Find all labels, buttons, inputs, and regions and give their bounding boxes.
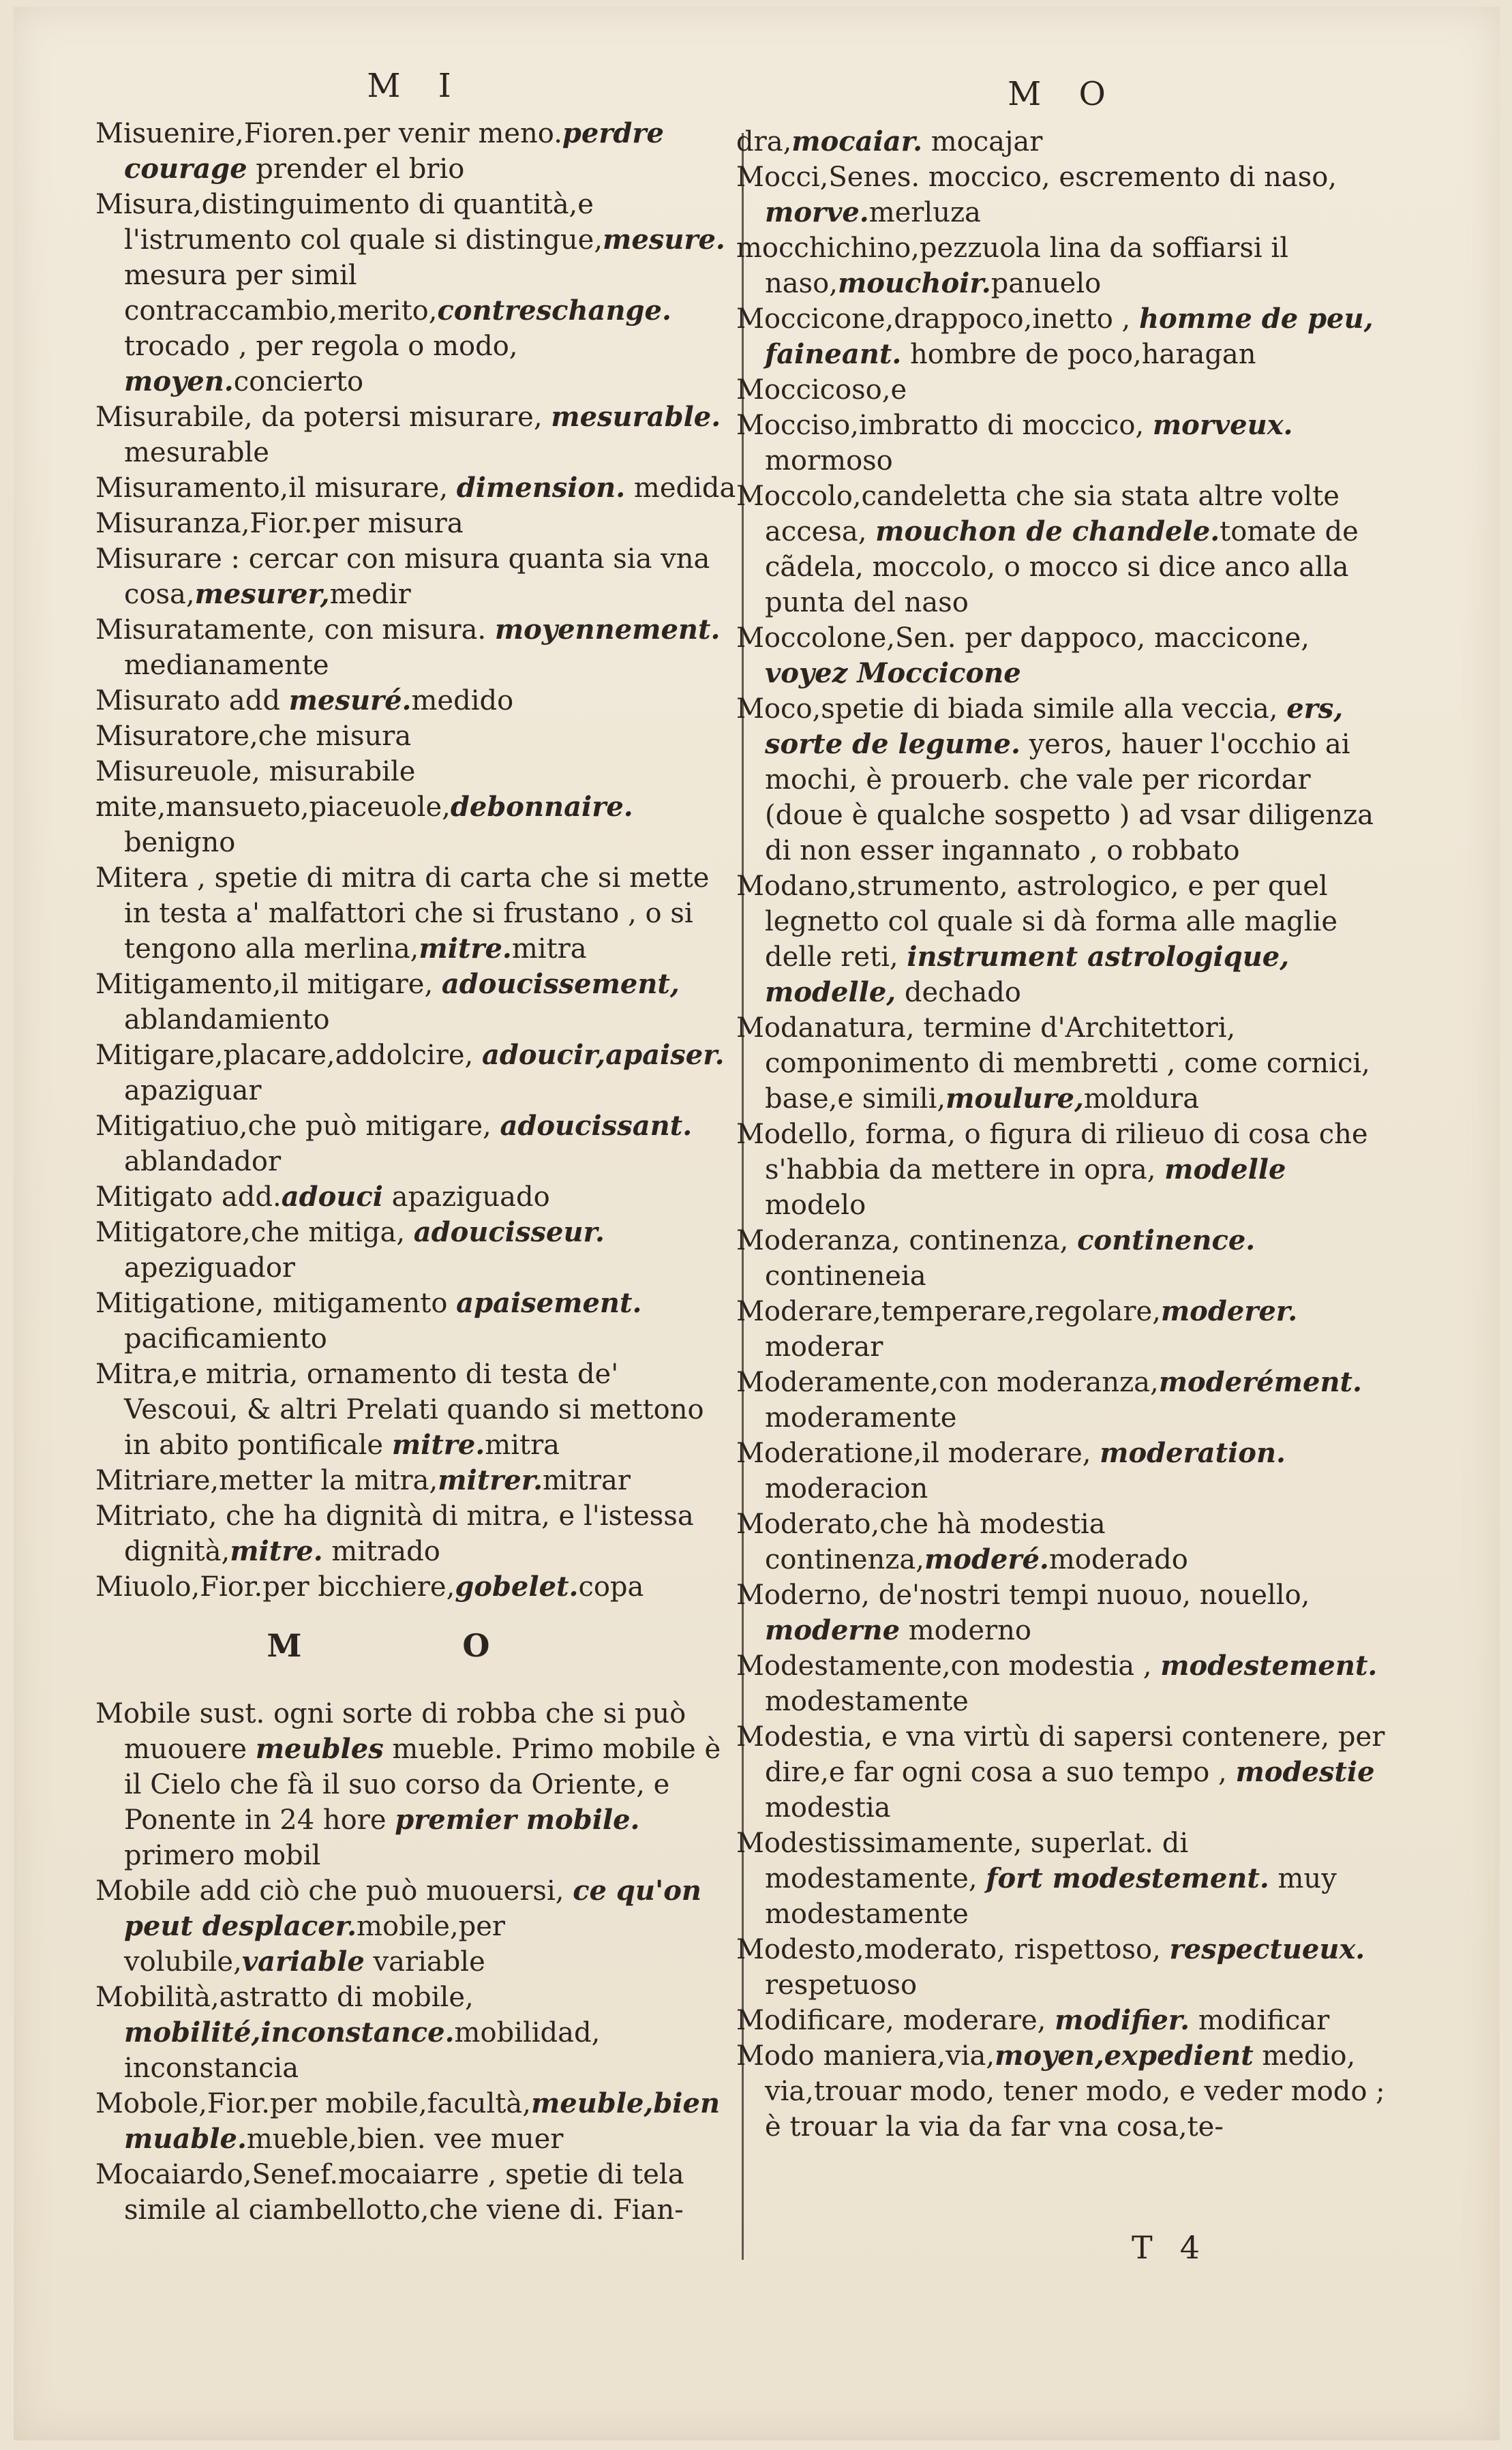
left-column: [95, 7, 736, 2228]
entry-headword: Moco,spetie di biada simile alla veccia,: [736, 693, 1287, 725]
entry-headword: Mobole,Fior.per mobile,facultà,: [95, 2088, 531, 2119]
entry-headword: Mobile sust. ogni sorte di robba che si può muouere: [95, 1698, 686, 1765]
entry-gloss: medido: [411, 685, 514, 716]
french-gloss: mitrer.: [438, 1464, 543, 1496]
entry-headword: Mitigatiuo,che può mitigare,: [95, 1110, 500, 1142]
entry-headword: Modestia, e vna virtù di sapersi contenere, per dire,e far ogni cosa a suo tempo ,: [736, 1721, 1385, 1788]
entry-headword: Miuolo,Fior.per bicchiere,: [95, 1571, 455, 1603]
right-column-header: M O: [1008, 75, 1119, 113]
french-gloss: moderation.: [1100, 1437, 1286, 1469]
entry-headword: Mobilità,astratto di mobile,: [95, 1982, 474, 2013]
entry-gloss: medida: [625, 472, 736, 504]
dictionary-entry: [95, 1569, 736, 1605]
french-gloss: morveux.: [1152, 409, 1293, 441]
french-gloss: moderé.: [924, 1543, 1049, 1575]
entry-gloss: apeziguador: [124, 1252, 296, 1284]
right-column: [736, 7, 1391, 2145]
entry-headword: Modestissimamente, superlat. di modestamente,: [736, 1828, 1189, 1894]
french-gloss: gobelet.: [455, 1571, 579, 1603]
french-gloss: moyen,expedient: [995, 2040, 1254, 2072]
dictionary-entry: [736, 1507, 1391, 1577]
dictionary-entry: [95, 967, 736, 1038]
entry-headword: Modello, forma, o figura di rilieuo di cosa che s'habbia da mettere in opra,: [736, 1119, 1368, 1185]
entry-headword: Misuratamente, con misura.: [95, 614, 495, 646]
left-entries-bottom: [95, 1696, 736, 2228]
dictionary-entry: [95, 506, 736, 541]
entry-gloss: copa: [578, 1571, 644, 1603]
french-gloss: premier mobile.: [395, 1804, 640, 1836]
entry-headword: Mitera , spetie di mitra di carta che si mette in testa a' malfattori che si frustano , o si tengono alla merlina,: [95, 862, 710, 965]
entry-gloss: pacificamiento: [124, 1323, 327, 1355]
entry-headword: Modificare, moderare,: [736, 2005, 1055, 2036]
entry-gloss: muy modestamente: [765, 1863, 1337, 1930]
dictionary-entry: [736, 124, 1391, 160]
french-gloss: moderément.: [1158, 1366, 1362, 1398]
right-entries: [736, 124, 1391, 2145]
french-gloss: morve.: [765, 196, 869, 228]
dictionary-entry: [95, 1696, 736, 1873]
entry-gloss: primero mobil: [124, 1840, 321, 1871]
entry-gloss: variable: [364, 1946, 485, 1978]
entry-headword: Moccolo,candeletta che sia stata altre volte accesa,: [736, 481, 1340, 547]
entry-headword: mocchichino,pezzuola lina da soffiarsi il naso,: [736, 232, 1288, 299]
entry-gloss: yeros, hauer l'occhio ai mochi, è prouerb. che vale per ricordar (doue è qualche sospetto ) ad vsar diligenza di non esser ingannato , o robbato: [765, 729, 1374, 866]
french-gloss: mouchon de chandele.: [875, 515, 1220, 547]
french-gloss: adoucisseur.: [413, 1216, 605, 1248]
entry-gloss: moderar: [765, 1331, 883, 1363]
dictionary-entry: [736, 301, 1391, 372]
dictionary-entry: [736, 408, 1391, 479]
french-gloss: ers, sorte de legume.: [765, 693, 1344, 760]
entry-gloss: ablandamiento: [124, 1004, 330, 1035]
entry-gloss: mitra: [485, 1430, 560, 1461]
french-gloss: instrument astrologique, modelle,: [765, 941, 1290, 1008]
entry-headword: Moccicoso,e: [736, 374, 907, 406]
french-gloss: debonnaire.: [450, 791, 633, 823]
entry-headword: Moccicone,drappoco,inetto ,: [736, 303, 1139, 335]
dictionary-entry: [736, 2038, 1391, 2145]
entry-headword: Misuramento,il misurare,: [95, 472, 457, 504]
entry-gloss: mormoso: [765, 445, 893, 477]
french-gloss: meubles: [255, 1733, 384, 1765]
french-gloss: mitre.: [230, 1535, 323, 1567]
entry-headword: Misurabile, da potersi misurare,: [95, 402, 551, 433]
dictionary-entry: [95, 1980, 736, 2086]
dictionary-entry: [736, 1719, 1391, 1826]
entry-gloss: mueble. Primo mobile è il Cielo che fà il suo corso da Oriente, e Ponente in 24 hore: [124, 1734, 721, 1836]
entry-headword: Moderatione,il moderare,: [736, 1438, 1100, 1469]
entry-headword: Misuenire,Fioren.per venir meno.: [95, 118, 562, 149]
french-gloss: mesurer,: [194, 578, 330, 610]
dictionary-entry: [736, 1826, 1391, 1932]
entry-headword: Misurare : cercar con misura quanta sia vna cosa,: [95, 543, 710, 610]
entry-gloss: concierto: [233, 366, 364, 397]
entry-headword: Mocaiardo,Senef.mocaiarre , spetie di tela simile al ciambellotto,che viene di. Fian-: [95, 2159, 684, 2226]
entry-gloss: merluza: [868, 197, 981, 228]
french-gloss: adoucissement,: [441, 968, 680, 1000]
dictionary-entry: [95, 1357, 736, 1463]
french-gloss: variable: [241, 1946, 365, 1978]
dictionary-entry: [95, 860, 736, 967]
french-gloss: mesuré.: [288, 684, 412, 716]
entry-gloss: modestia: [765, 1792, 891, 1824]
dictionary-entry: [736, 160, 1391, 230]
entry-headword: Misureuole, misurabile: [95, 756, 416, 787]
entry-gloss: contineneia: [765, 1260, 926, 1292]
french-gloss: dimension.: [456, 472, 626, 504]
french-gloss: contreschange.: [437, 294, 671, 327]
entry-gloss: moderamente: [765, 1402, 957, 1434]
left-entries-top: [95, 116, 736, 1605]
dictionary-entry: [736, 1648, 1391, 1719]
entry-headword: dra,: [736, 126, 792, 157]
entry-headword: Mitigato add.: [95, 1181, 282, 1213]
dictionary-entry: [736, 1932, 1391, 2003]
french-gloss: mesure.: [603, 224, 725, 256]
entry-headword: Mocci,Senes. moccico, escremento di naso,: [736, 162, 1337, 193]
dictionary-entry: [95, 187, 736, 399]
entry-gloss: medianamente: [124, 650, 329, 681]
entry-gloss: mitrado: [322, 1536, 440, 1567]
entry-headword: Misuranza,Fior.per misura: [95, 508, 464, 539]
entry-headword: Moderanza, continenza,: [736, 1225, 1078, 1256]
entry-headword: Moderno, de'nostri tempi nuouo, nouello,: [736, 1579, 1310, 1611]
dictionary-entry: [736, 1117, 1391, 1223]
dictionary-entry: [95, 1463, 736, 1498]
entry-gloss: medio, via,trouar modo, tener modo, e veder modo ; è trouar la via da far vna cosa,te-: [765, 2040, 1385, 2143]
entry-gloss: respetuoso: [765, 1969, 918, 2001]
dictionary-entry: [95, 1498, 736, 1569]
french-gloss: meuble,bien muable.: [124, 2087, 721, 2155]
french-gloss: modestement.: [1160, 1650, 1378, 1682]
french-gloss: ce qu'on peut desplacer.: [124, 1875, 701, 1942]
french-gloss: moulure,: [946, 1083, 1084, 1115]
french-gloss: mocaiar.: [791, 125, 923, 157]
french-gloss: mobilité,inconstance.: [124, 2016, 455, 2048]
entry-gloss: mitrar: [543, 1465, 631, 1496]
entry-gloss: mesura per simil contraccambio,merito,: [124, 260, 438, 327]
dictionary-entry: [95, 116, 736, 187]
dictionary-entry: [736, 620, 1391, 691]
entry-headword: Modanatura, termine d'Architettori, componimento di membretti , come cornici, base,e simili,: [736, 1012, 1370, 1115]
entry-gloss: prender el brio: [247, 153, 465, 185]
entry-gloss: benigno: [124, 827, 236, 858]
entry-headword: Modano,strumento, astrologico, e per quel legnetto col quale si dà forma alle maglie delle reti,: [736, 871, 1337, 973]
entry-headword: Mitriare,metter la mitra,: [95, 1465, 438, 1496]
dictionary-entry: [736, 1294, 1391, 1365]
entry-gloss: moderacion: [765, 1473, 928, 1504]
entry-gloss: mobile,per volubile,: [124, 1911, 506, 1978]
dictionary-entry: [736, 479, 1391, 620]
dictionary-entry: [95, 399, 736, 470]
entry-headword: Mitigare,placare,addolcire,: [95, 1040, 482, 1071]
dictionary-entry: [95, 683, 736, 719]
entry-headword: Misurato add: [95, 685, 289, 716]
entry-headword: Mitigamento,il mitigare,: [95, 969, 442, 1000]
french-gloss: adoucissant.: [500, 1110, 693, 1142]
entry-headword: Moccolone,Sen. per dappoco, maccicone,: [736, 622, 1310, 654]
entry-gloss: dechado: [896, 977, 1021, 1008]
entry-gloss: apaziguado: [382, 1181, 550, 1213]
entry-gloss: apaziguar: [124, 1075, 262, 1106]
entry-headword: Misuratore,che misura: [95, 721, 412, 752]
signature-mark: T: [1132, 2229, 1180, 2266]
dictionary-entry: [736, 230, 1391, 301]
section-title-mo: M O: [267, 1627, 565, 1664]
french-gloss: modifier.: [1055, 2004, 1190, 2036]
dictionary-entry: [95, 541, 736, 612]
french-gloss: mitre.: [419, 933, 512, 965]
entry-gloss: mueble,bien. vee muer: [246, 2123, 564, 2155]
dictionary-entry: [95, 1873, 736, 1980]
dictionary-entry: [736, 691, 1391, 868]
french-gloss: perdre courage: [124, 117, 664, 185]
entry-gloss: modelo: [765, 1190, 866, 1221]
entry-headword: Mitra,e mitria, ornamento di testa de' Vescoui, & altri Prelati quando si mettono in abito pontificale: [95, 1359, 704, 1461]
dictionary-entry: [736, 2003, 1391, 2038]
dictionary-entry: [95, 789, 736, 860]
french-gloss: moderer.: [1160, 1295, 1298, 1327]
dictionary-entry: [95, 1286, 736, 1357]
dictionary-entry: [736, 1577, 1391, 1648]
french-gloss: apaisement.: [456, 1287, 642, 1319]
entry-gloss: mocajar: [922, 126, 1043, 157]
french-gloss: mitre.: [391, 1429, 485, 1461]
dictionary-entry: [95, 470, 736, 506]
dictionary-entry: [95, 2086, 736, 2157]
dictionary-entry: [736, 868, 1391, 1010]
dictionary-entry: [95, 612, 736, 683]
entry-gloss: ablandador: [124, 1146, 282, 1177]
entry-gloss: moderno: [900, 1615, 1031, 1646]
entry-gloss: modificar: [1190, 2005, 1330, 2036]
entry-headword: Misura,distinguimento di quantità,e l'istrumento col quale si distingue,: [95, 189, 603, 256]
entry-headword: Mitigatione, mitigamento: [95, 1288, 457, 1319]
entry-gloss: hombre de poco,haragan: [901, 339, 1256, 370]
dictionary-page: [14, 7, 1500, 2440]
entry-headword: Mitriato, che ha dignità di mitra, e l'istessa dignità,: [95, 1500, 694, 1567]
entry-headword: Mitigatore,che mitiga,: [95, 1217, 414, 1248]
entry-headword: Moderare,temperare,regolare,: [736, 1296, 1161, 1327]
entry-gloss: modestamente: [765, 1686, 969, 1717]
entry-headword: mite,mansueto,piaceuole,: [95, 791, 451, 823]
entry-headword: Mocciso,imbratto di moccico,: [736, 410, 1153, 441]
french-gloss: mesurable.: [551, 401, 721, 433]
entry-headword: Modesto,moderato, rispettoso,: [736, 1934, 1170, 1965]
entry-gloss: mitra: [511, 933, 587, 965]
dictionary-entry: [95, 1038, 736, 1108]
signature-number: 4: [1179, 2229, 1227, 2266]
french-gloss: respectueux.: [1169, 1933, 1365, 1965]
french-gloss: adoucir,apaiser.: [481, 1039, 725, 1071]
entry-gloss: moderado: [1048, 1544, 1188, 1575]
entry-gloss: medir: [329, 579, 411, 610]
entry-gloss: trocado , per regola o modo,: [124, 331, 518, 362]
dictionary-entry: [95, 1108, 736, 1179]
entry-headword: Moderamente,con moderanza,: [736, 1367, 1159, 1398]
french-gloss: mouchoir.: [837, 267, 991, 299]
entry-headword: Moderato,che hà modestia continenza,: [736, 1509, 1106, 1575]
french-gloss: moyennement.: [494, 614, 721, 646]
entry-gloss: tomate de cãdela, moccolo, o mocco si dice anco alla punta del naso: [765, 516, 1359, 618]
dictionary-entry: [736, 1223, 1391, 1294]
french-gloss: homme de peu, faineant.: [765, 303, 1374, 370]
dictionary-entry: [95, 754, 736, 789]
entry-gloss: panuelo: [991, 268, 1102, 299]
french-gloss: voyez Moccicone: [765, 657, 1021, 689]
entry-headword: Modo maniera,via,: [736, 2040, 995, 2072]
page-signature: [1132, 2229, 1227, 2266]
entry-gloss: mesurable: [124, 437, 269, 468]
french-gloss: continence.: [1077, 1224, 1256, 1256]
entry-gloss: moldura: [1083, 1083, 1200, 1115]
dictionary-entry: [736, 372, 1391, 408]
dictionary-entry: [736, 1436, 1391, 1507]
dictionary-entry: [95, 1179, 736, 1215]
french-gloss: modestie: [1235, 1756, 1375, 1788]
french-gloss: moderne: [765, 1614, 901, 1646]
dictionary-entry: [736, 1010, 1391, 1117]
french-gloss: modelle: [1164, 1153, 1286, 1185]
entry-headword: Modestamente,con modestia ,: [736, 1650, 1161, 1682]
french-gloss: fort modestement.: [986, 1862, 1269, 1894]
entry-gloss: mobilidad, inconstancia: [124, 2017, 601, 2084]
left-column-header: M I: [367, 67, 465, 105]
dictionary-entry: [95, 1215, 736, 1286]
dictionary-entry: [95, 2157, 736, 2228]
dictionary-entry: [95, 719, 736, 754]
entry-headword: Mobile add ciò che può muouersi,: [95, 1875, 573, 1907]
french-gloss: adouci: [281, 1181, 383, 1213]
dictionary-entry: [736, 1365, 1391, 1436]
french-gloss: moyen.: [124, 365, 234, 397]
